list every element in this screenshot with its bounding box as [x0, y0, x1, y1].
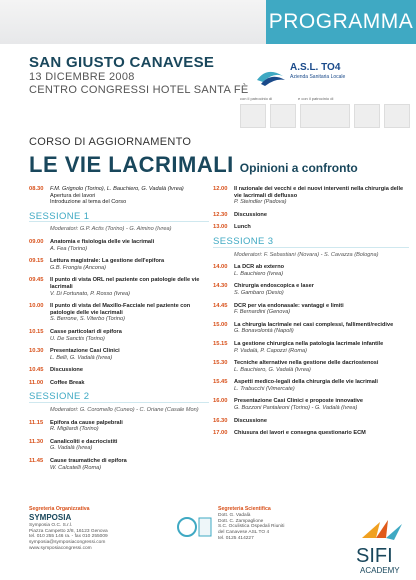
- program-item: [213, 224, 409, 231]
- item-time: 17.00: [213, 430, 228, 437]
- contact-line: tel. 010 255 146 ra. - fax 010 255009: [29, 534, 108, 540]
- event-header: [29, 54, 249, 97]
- contact-line: del Canavese ASL TO 4: [218, 530, 270, 536]
- item-title: Chiusura dei lavori e consegna questionario ECM: [234, 430, 366, 437]
- item-line: Introduzione al tema del Corso: [50, 199, 127, 206]
- program-left-column: [29, 186, 209, 477]
- program-item: [213, 360, 409, 373]
- item-time: 10.15: [29, 328, 44, 335]
- item-speaker: U. De Sanctis (Torino): [50, 335, 105, 342]
- program-item: [213, 212, 409, 219]
- sci-title: Segreteria Scientifica: [218, 506, 271, 512]
- item-time: 11.45: [29, 458, 44, 465]
- item-speaker: P. Vadalà, P. Capozzi (Roma): [234, 347, 307, 354]
- item-time: 10.45: [29, 367, 44, 374]
- item-speaker: L. Trabucchi (Vimercate): [234, 385, 295, 392]
- program-item: [29, 348, 209, 361]
- contact-line: tel. 0125 414227: [218, 535, 254, 541]
- program-item: [213, 186, 409, 206]
- item-speaker: L. Bauchiero, G. Vadalà (Ivrea): [234, 366, 311, 373]
- item-speaker: G. Vadalà (Ivrea): [50, 445, 93, 452]
- item-title: Anatomia e fisiologia delle vie lacrimali: [50, 238, 155, 245]
- session-heading: SESSIONE 3: [213, 239, 409, 248]
- item-title: Presentazione Casi Clinici: [50, 348, 120, 355]
- program-item: [213, 418, 409, 425]
- item-time: 12.00: [213, 186, 228, 192]
- item-time: 13.00: [213, 224, 228, 231]
- item-time: 10.00: [29, 303, 44, 310]
- item-time: 16.30: [213, 417, 228, 424]
- event-city: SAN GIUSTO CANAVESE: [29, 54, 215, 71]
- sifi-rays: [362, 520, 402, 540]
- session-heading: SESSIONE 1: [29, 214, 209, 223]
- program-item: [213, 398, 409, 411]
- program-item: [29, 367, 209, 374]
- session-moderators: Moderatori: G.P. Actis (Torino) - G. Aimino (Ivrea): [50, 226, 172, 233]
- contact-line: S.C. Oculistica Ospedali Riuniti: [218, 524, 285, 530]
- program-item: [29, 380, 209, 387]
- item-title: Cause traumatiche di epifora: [50, 458, 127, 465]
- item-time: 09.45: [29, 277, 44, 284]
- event-venue: CENTRO CONGRESSI HOTEL SANTA FÈ: [29, 84, 249, 96]
- item-title: Tecniche alternative nella gestione delle dacriostenosi: [234, 360, 379, 367]
- item-time: 15.45: [213, 379, 228, 386]
- item-title: Presentazione Casi Clinici e proposte innovative: [234, 398, 364, 405]
- item-time: 15.15: [213, 340, 228, 347]
- item-speaker: G. Bonavolontà (Napoli): [234, 328, 294, 335]
- session-heading: SESSIONE 2: [29, 394, 209, 403]
- course-title: LE VIE LACRIMALI: [29, 152, 234, 177]
- asl-name: A.S.L. TO4: [290, 62, 341, 73]
- contact-line: symposia@symposiacongressi.com: [29, 540, 106, 546]
- item-speaker: V. Di Fortunato, P. Rosso (Ivrea): [50, 290, 130, 297]
- program-item: [213, 283, 409, 296]
- program-right-column: [213, 186, 409, 443]
- program-item: [213, 264, 409, 277]
- session-moderators: Moderatori: G. Coromello (Cuneo) - C. Oriane (Casale Mon): [50, 407, 199, 414]
- contact-line: Piazza Campetto 2/8, 16123 Genova: [29, 528, 108, 534]
- sifi-name: SIFI: [356, 545, 393, 567]
- patronage-right: e con il patrocinio di: [298, 96, 334, 101]
- item-time: 11.00: [29, 379, 44, 386]
- item-title: La gestione chirurgica nella patologia lacrimale infantile: [234, 340, 384, 347]
- item-title: Chirurgia endoscopica e laser: [234, 283, 314, 290]
- item-title: DCR per via endonasale: vantaggi e limiti: [234, 302, 344, 309]
- patron-logo-3-icon: [300, 104, 350, 128]
- patron-logo-2-icon: [270, 104, 296, 128]
- item-line: Apertura dei lavori: [50, 192, 96, 199]
- item-speaker: A. Fea (Torino): [50, 245, 88, 252]
- program-item: [29, 420, 209, 433]
- item-title: La DCR ab externo: [234, 264, 285, 271]
- program-item: [213, 379, 409, 392]
- patron-logo-4-icon: [354, 104, 380, 128]
- symposia-logo: SYMPOSIA: [29, 512, 72, 522]
- item-line: F.M. Grignolo (Torino), L. Bauchiero, G. Vadalà (Ivrea): [50, 186, 184, 192]
- item-speaker: G. Bozzoni Pantaleoni (Torino) - G. Vadalà (Ivrea): [234, 405, 358, 412]
- item-title: Coffee Break: [50, 379, 85, 386]
- item-speaker: L. Belli, G. Vadalà (Ivrea): [50, 354, 113, 361]
- item-time: 11.15: [29, 419, 44, 426]
- item-title: Il punto di vista del Maxillo-Facciale nel paziente con patologie delle vie lacrimali: [50, 303, 191, 316]
- item-time: 11.30: [29, 438, 44, 445]
- item-speaker: R. Migliardi (Torino): [50, 426, 99, 433]
- item-time: 15.30: [213, 360, 228, 367]
- item-time: 08.30: [29, 186, 44, 192]
- item-time: 16.00: [213, 398, 228, 405]
- item-title: La chirurgia lacrimale nei casi complessi, fallimenti/recidive: [234, 321, 394, 328]
- item-time: 09.15: [29, 258, 44, 265]
- sci-contact-lines: [218, 513, 327, 542]
- item-speaker: G.B. Frongia (Ancona): [50, 264, 106, 271]
- item-time: 14.30: [213, 283, 228, 290]
- program-item: [29, 258, 209, 271]
- program-item: [213, 322, 409, 335]
- item-title: Aspetti medico-legali della chirurgia delle vie lacrimali: [234, 379, 378, 386]
- program-item: [29, 439, 209, 452]
- program-item: [29, 329, 209, 342]
- item-time: 14.45: [213, 302, 228, 309]
- item-title: Canalicoliti e dacriocistiti: [50, 438, 118, 445]
- item-title: Lettura magistrale: La gestione dell'epifora: [50, 258, 165, 265]
- program-item: [29, 277, 209, 297]
- program-item: [213, 430, 409, 437]
- item-time: 14.00: [213, 264, 228, 271]
- program-item: [29, 303, 209, 323]
- program-item: [213, 341, 409, 354]
- item-time: 15.00: [213, 321, 228, 328]
- asl-subtitle: Azienda Sanitaria Locale: [290, 74, 346, 80]
- item-title: Casse particolari di epifora: [50, 328, 122, 335]
- program-item: [29, 186, 209, 206]
- patron-logo-5-icon: [384, 104, 410, 128]
- item-title: Discussione: [234, 211, 267, 218]
- scientific-secretariat: [177, 507, 327, 542]
- contact-line: www.symposiacongressi.com: [29, 545, 92, 551]
- org-title: Segreteria Organizzativa: [29, 506, 90, 512]
- item-speaker: F. Bernardini (Genova): [234, 309, 291, 316]
- course-label: CORSO DI AGGIORNAMENTO: [29, 136, 192, 148]
- item-speaker: W. Calcatelli (Roma): [50, 464, 102, 471]
- item-title: Il punto di vista ORL nel paziente con patologie delle vie lacrimali: [50, 277, 200, 290]
- event-date: 13 DICEMBRE 2008: [29, 71, 135, 83]
- session-moderators: Moderatori: F. Sebastiani (Novara) - S. Cavazza (Bologna): [234, 251, 379, 258]
- programma-banner: PROGRAMMA: [266, 0, 416, 44]
- course-subtitle: Opinioni a confronto: [239, 161, 358, 175]
- program-item: [213, 303, 409, 316]
- item-title: Epifora da cause palpebrali: [50, 419, 123, 426]
- sifi-academy-logo-icon: [352, 518, 408, 576]
- item-speaker: L. Bauchiero (Ivrea): [234, 270, 284, 277]
- patronage-left: con il patrocinio di: [240, 96, 273, 101]
- course-title-block: [29, 152, 358, 178]
- contact-line: Dott. C. Zampaglione: [218, 518, 264, 524]
- item-title: Discussione: [50, 367, 83, 374]
- item-speaker: S. Berrone, S. Viterbo (Torino): [50, 316, 125, 323]
- item-time: 12.30: [213, 211, 228, 218]
- item-time: 09.00: [29, 238, 44, 245]
- item-title: Lunch: [234, 224, 251, 231]
- patron-logo-1-icon: [240, 104, 266, 128]
- contact-line: Symposia O.C. S.r.l.: [29, 522, 73, 528]
- sifi-sub: ACADEMY: [360, 566, 400, 575]
- item-title: Discussione: [234, 417, 267, 424]
- contact-line: Dott. G. Vadalà: [218, 512, 251, 518]
- item-time: 10.30: [29, 348, 44, 355]
- item-speaker: S. Gambaro (Desio): [234, 289, 284, 296]
- organizing-secretariat: [29, 507, 149, 552]
- hospital-logo-icon: [177, 514, 213, 540]
- program-item: [29, 458, 209, 471]
- org-contact-lines: [29, 523, 149, 552]
- program-item: [29, 239, 209, 252]
- item-title: Il razionale dei vecchi e dei nuovi interventi nella chirurgia delle vie lacrimali di deflusso: [234, 186, 404, 199]
- item-speaker: P. Steindler (Padova): [234, 199, 287, 206]
